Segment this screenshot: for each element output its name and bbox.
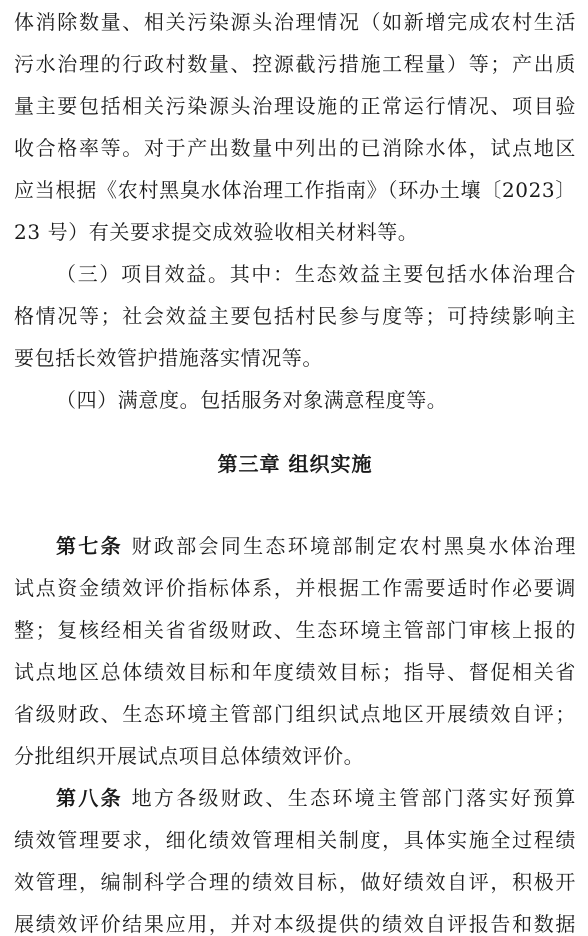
paragraph-line: 收合格率等。对于产出数量中列出的已消除水体，试点地区 xyxy=(14,136,576,160)
article-heading: 第八条 xyxy=(56,786,123,810)
paragraph-line: 体消除数量、相关污染源头治理情况（如新增完成农村生活 xyxy=(14,10,576,34)
paragraph-line: 分批组织开展试点项目总体绩效评价。 xyxy=(14,744,365,768)
article-text: 地方各级财政、生态环境主管部门落实好预算 xyxy=(122,786,576,810)
paragraph-line: （四）满意度。包括服务对象满意程度等。 xyxy=(56,388,448,412)
paragraph-line: 格情况等；社会效益主要包括村民参与度等；可持续影响主 xyxy=(14,304,576,328)
paragraph-line: 量主要包括相关污染源头治理设施的正常运行情况、项目验 xyxy=(14,94,576,118)
article-first-line xyxy=(56,786,576,810)
paragraph-line: 省级财政、生态环境主管部门组织试点地区开展绩效自评； xyxy=(14,702,576,726)
paragraph-line: 展绩效评价结果应用，并对本级提供的绩效自评报告和数据 xyxy=(14,912,576,936)
article-heading: 第七条 xyxy=(56,534,123,558)
paragraph-line: （三）项目效益。其中：生态效益主要包括水体治理合 xyxy=(56,262,576,286)
paragraph-line: 整；复核经相关省省级财政、生态环境主管部门审核上报的 xyxy=(14,618,576,642)
chapter-title: 第三章 组织实施 xyxy=(217,452,373,476)
article-first-line xyxy=(56,534,576,558)
paragraph-line: 污水治理的行政村数量、控源截污措施工程量）等；产出质 xyxy=(14,52,576,76)
article-text: 财政部会同生态环境部制定农村黑臭水体治理 xyxy=(122,534,576,558)
paragraph-line: 绩效管理要求，细化绩效管理相关制度，具体实施全过程绩 xyxy=(14,828,576,852)
paragraph-line: 试点地区总体绩效目标和年度绩效目标；指导、督促相关省 xyxy=(14,660,576,684)
paragraph-line: 试点资金绩效评价指标体系，并根据工作需要适时作必要调 xyxy=(14,576,576,600)
paragraph-line: 23 号）有关要求提交成效验收相关材料等。 xyxy=(14,220,419,244)
paragraph-line: 要包括长效管护措施落实情况等。 xyxy=(14,346,323,370)
paragraph-line: 应当根据《农村黑臭水体治理工作指南》（环办土壤〔2023〕 xyxy=(14,178,576,202)
paragraph-line: 效管理，编制科学合理的绩效目标，做好绩效自评，积极开 xyxy=(14,870,576,894)
